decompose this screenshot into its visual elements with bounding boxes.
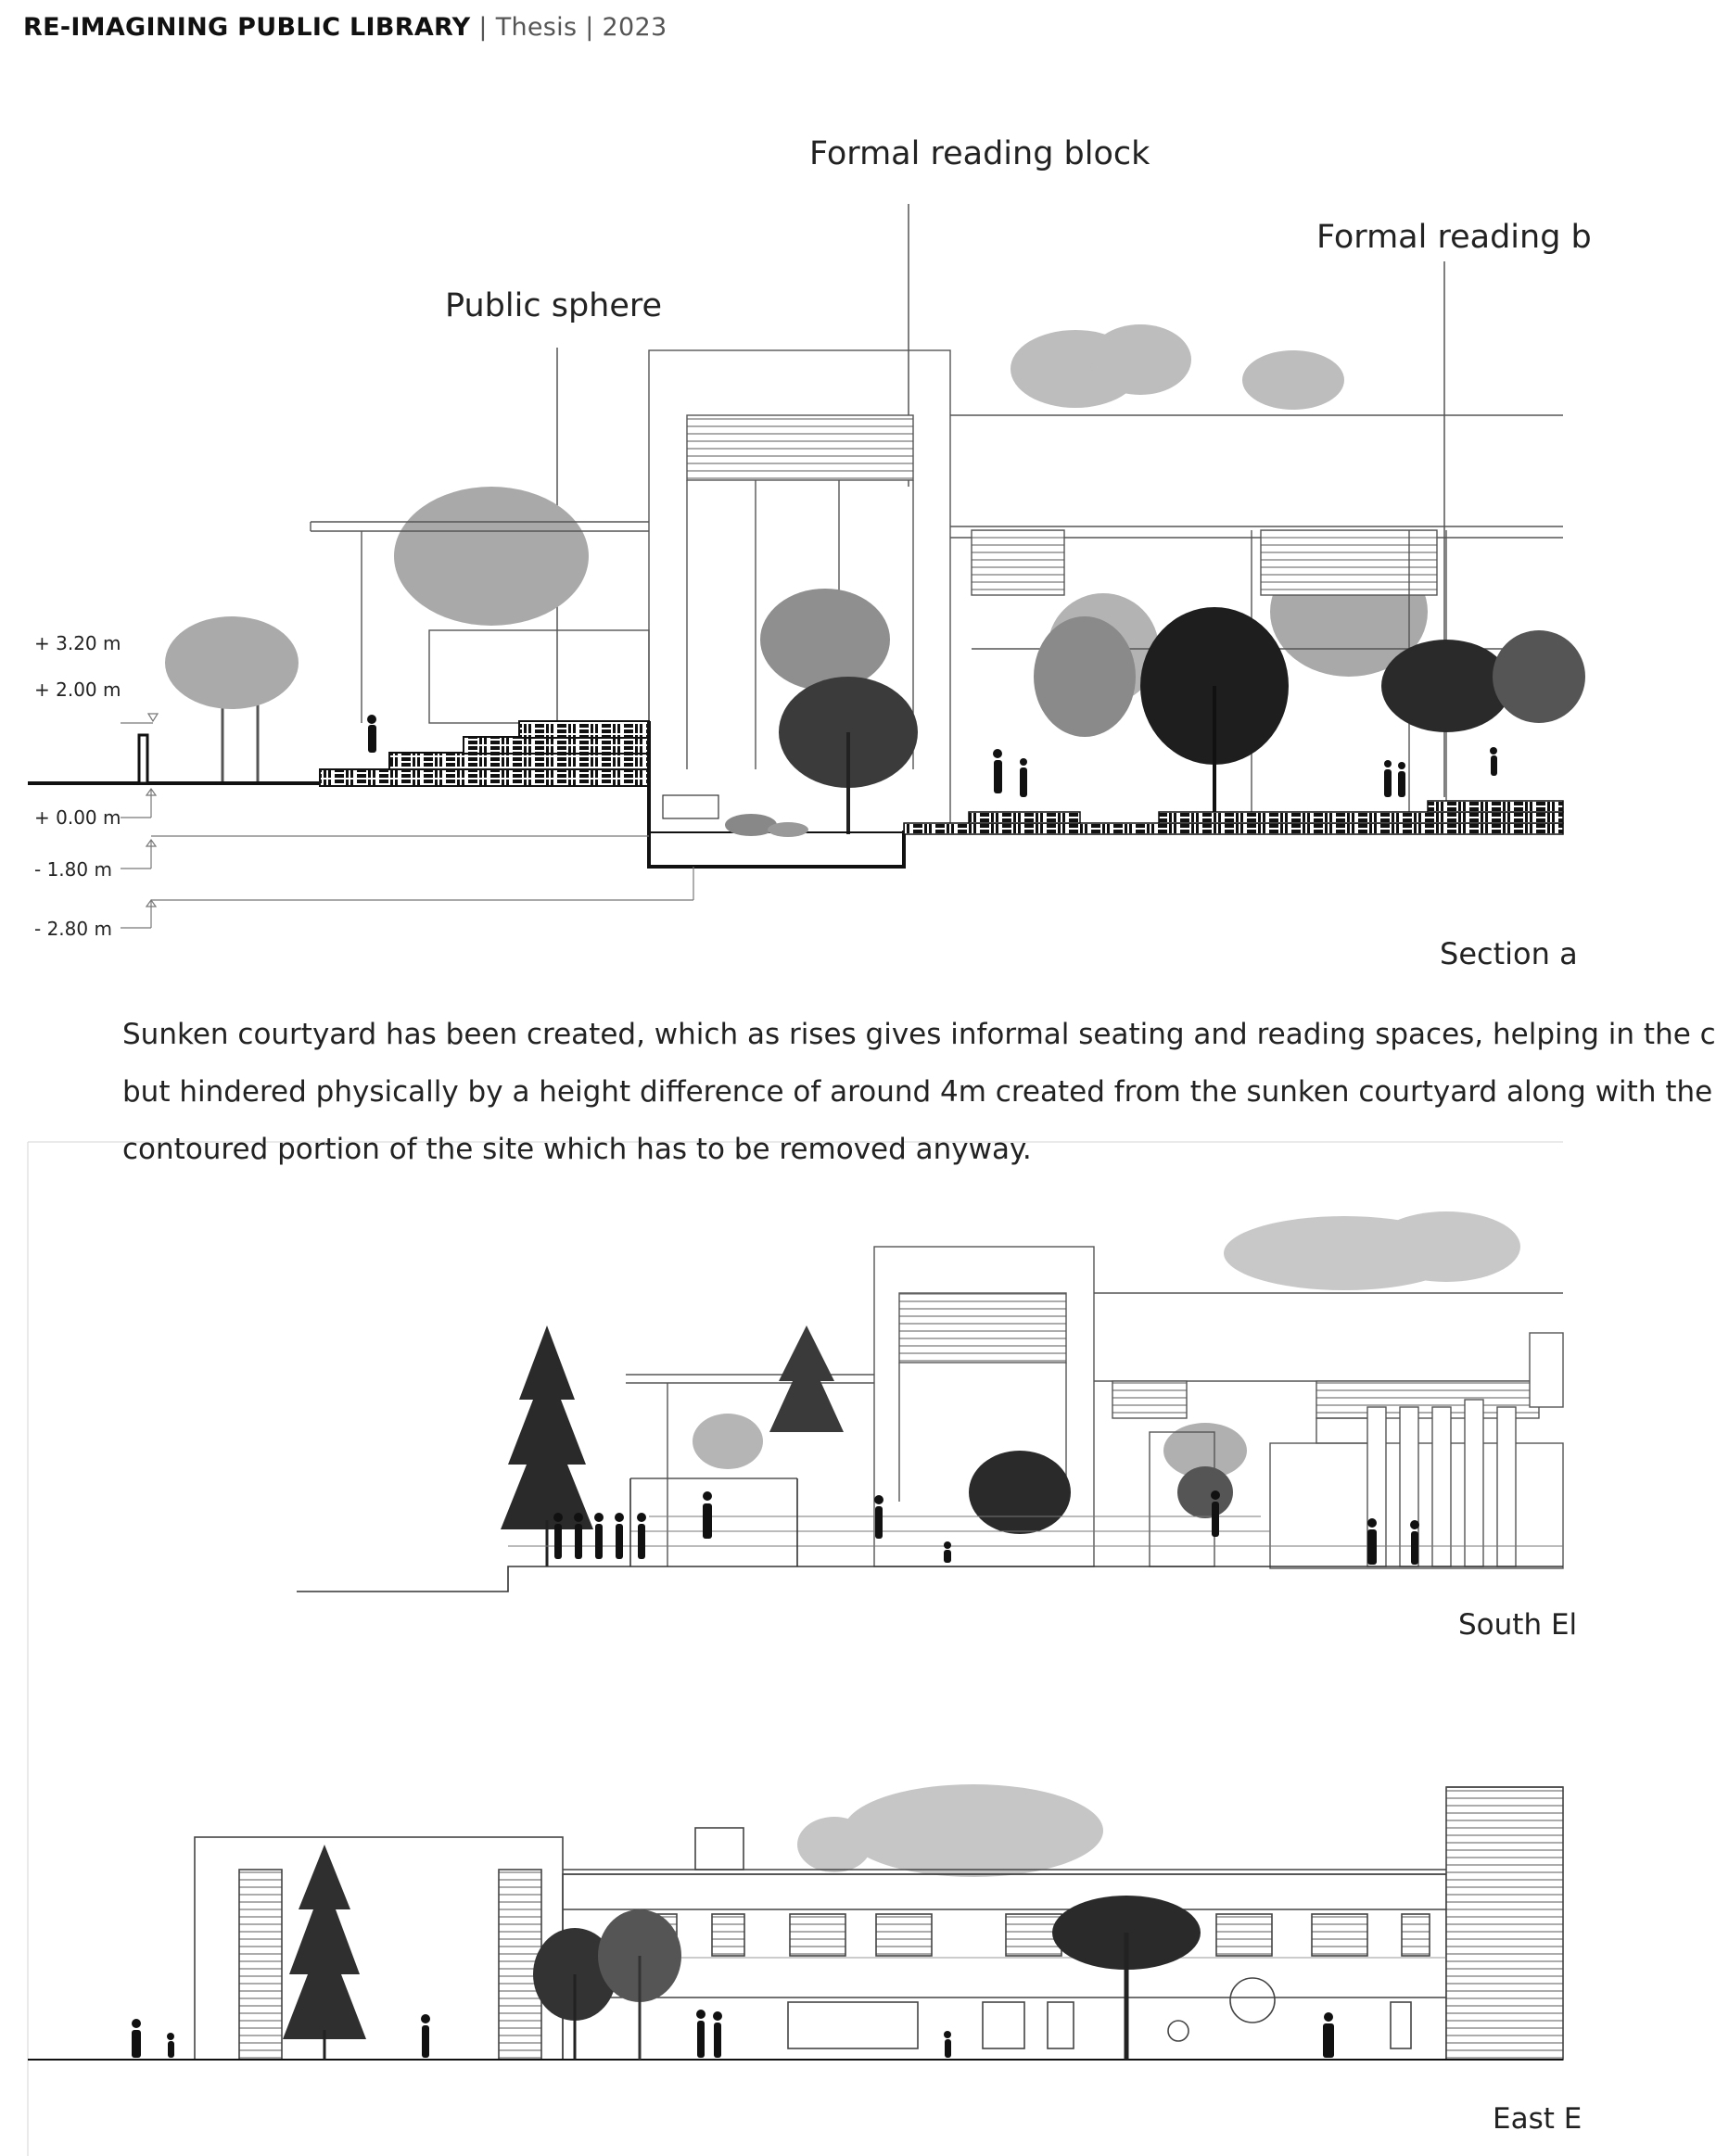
header-separator: |	[585, 13, 594, 42]
header-separator: |	[478, 13, 488, 42]
description-line: contoured portion of the site which has to be removed anyway.	[122, 1133, 1032, 1166]
level-label: + 0.00 m	[34, 806, 121, 829]
south-elevation-caption: South El	[1458, 1608, 1578, 1642]
east-elevation-caption: East E	[1493, 2102, 1583, 2136]
label-formal-reading-block-2: Formal reading b	[1316, 219, 1592, 256]
level-label: + 2.00 m	[34, 679, 121, 701]
header-category: Thesis	[495, 13, 578, 42]
description-paragraph	[122, 1006, 1716, 1178]
header-year: 2023	[602, 13, 667, 42]
south-elevation-trees	[501, 1325, 1233, 1566]
project-title: RE-IMAGINING PUBLIC LIBRARY	[23, 13, 471, 42]
description-line: but hindered physically by a height difference of around 4m created from the sunken courtyard along with the	[122, 1075, 1713, 1109]
description-line: Sunken courtyard has been created, which as rises gives informal seating and reading spaces, helping in the c	[122, 1018, 1716, 1051]
section-drawing	[28, 204, 1585, 928]
east-elevation-drawing	[28, 1784, 1563, 2060]
level-label: - 2.80 m	[34, 918, 112, 940]
section-caption: Section a	[1440, 936, 1578, 971]
label-public-sphere: Public sphere	[445, 287, 663, 324]
level-label: + 3.20 m	[34, 632, 121, 654]
label-formal-reading-block: Formal reading block	[809, 135, 1150, 172]
level-label: - 1.80 m	[34, 858, 112, 881]
